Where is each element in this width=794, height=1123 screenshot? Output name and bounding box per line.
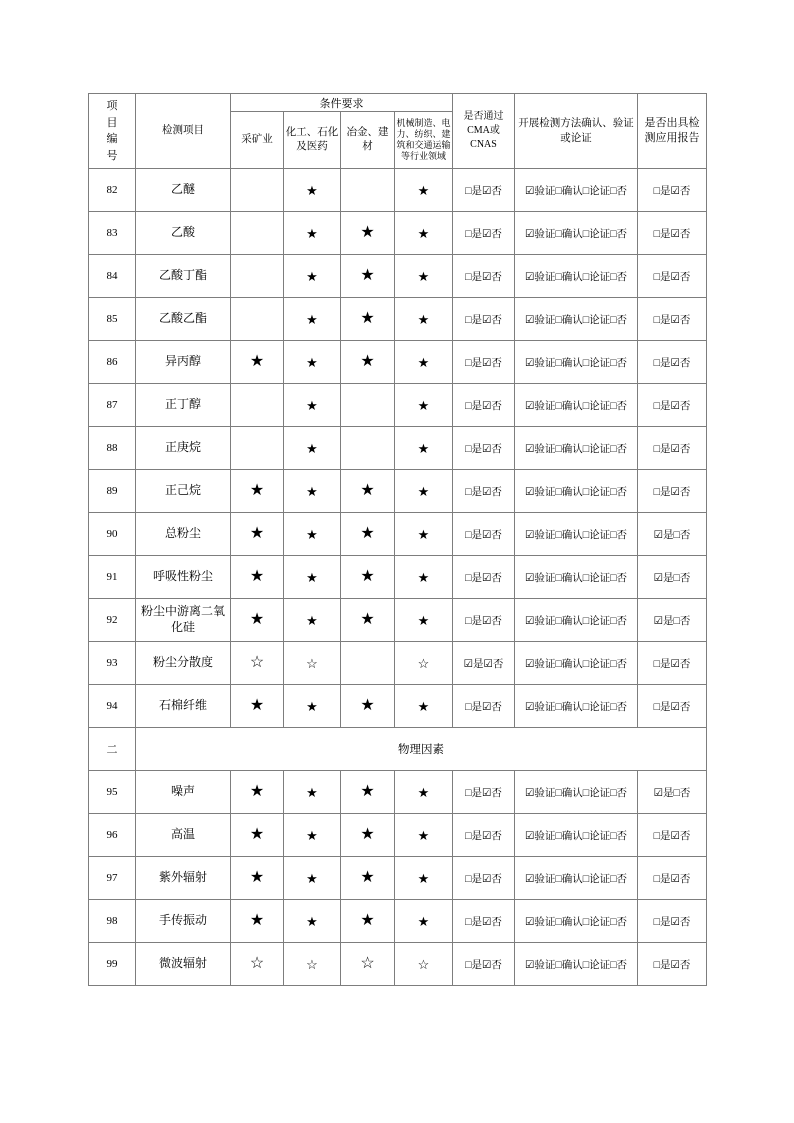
header-report [638,94,707,169]
item-name-cell: 石棉纤维 [136,685,231,728]
item-name-cell: 紫外辐射 [136,857,231,900]
report-status-cell: □是☑否 [638,384,707,427]
industry-star-cell: ☆ [284,642,341,685]
item-no-cell: 95 [89,771,136,814]
method-status-cell: ☑验证□确认□论证□否 [515,255,638,298]
industry-star-cell: ★ [284,384,341,427]
item-no-cell: 90 [89,513,136,556]
method-status-cell: ☑验证□确认□论证□否 [515,599,638,642]
report-status-cell: □是☑否 [638,212,707,255]
industry-star-cell [341,169,395,212]
cma-status-cell: □是☑否 [453,814,515,857]
report-status-cell: □是☑否 [638,814,707,857]
cma-status-cell: ☑是☑否 [453,642,515,685]
header-item: 检测项目 [136,94,231,169]
industry-star-cell: ★ [395,255,453,298]
industry-star-cell: ★ [231,900,284,943]
item-name-cell: 乙酸丁酯 [136,255,231,298]
header-cma: 是否通过CMA或CNAS [453,94,515,169]
item-no-cell: 99 [89,943,136,986]
cma-status-cell: □是☑否 [453,900,515,943]
cma-status-cell: □是☑否 [453,943,515,986]
item-name-cell: 粉尘中游离二氧化硅 [136,599,231,642]
item-no-cell: 97 [89,857,136,900]
industry-star-cell: ★ [284,212,341,255]
report-status-cell: □是☑否 [638,857,707,900]
item-name-cell: 异丙醇 [136,341,231,384]
industry-star-cell [231,169,284,212]
industry-star-cell [231,298,284,341]
cma-status-cell: □是☑否 [453,685,515,728]
cma-status-cell: □是☑否 [453,556,515,599]
industry-star-cell: ★ [395,599,453,642]
industry-star-cell: ★ [395,341,453,384]
method-status-cell: ☑验证□确认□论证□否 [515,513,638,556]
cma-status-cell: □是☑否 [453,341,515,384]
industry-star-cell: ★ [395,427,453,470]
industry-star-cell: ★ [395,814,453,857]
header-industry-machinery: 机械制造、电力、纺织、建筑和交通运输等行业领域 [395,112,453,169]
method-status-cell: ☑验证□确认□论证□否 [515,642,638,685]
industry-star-cell: ★ [395,470,453,513]
method-status-cell: ☑验证□确认□论证□否 [515,427,638,470]
cma-status-cell: □是☑否 [453,857,515,900]
report-status-cell: ☑是□否 [638,771,707,814]
item-no-cell: 87 [89,384,136,427]
report-status-cell: ☑是□否 [638,556,707,599]
industry-star-cell: ★ [341,298,395,341]
industry-star-cell: ★ [284,341,341,384]
cma-status-cell: □是☑否 [453,427,515,470]
table-row [89,685,707,728]
table-row [89,857,707,900]
industry-star-cell: ★ [341,470,395,513]
item-name-cell: 正庚烷 [136,427,231,470]
industry-star-cell: ★ [395,857,453,900]
header-method [515,94,638,169]
industry-star-cell: ★ [231,556,284,599]
industry-star-cell: ★ [341,255,395,298]
item-no-cell: 92 [89,599,136,642]
industry-star-cell: ★ [284,556,341,599]
industry-star-cell [341,642,395,685]
report-status-cell: ☑是□否 [638,599,707,642]
industry-star-cell: ★ [284,427,341,470]
table-row [89,470,707,513]
method-status-cell: ☑验证□确认□论证□否 [515,212,638,255]
industry-star-cell: ★ [231,685,284,728]
item-no-cell: 93 [89,642,136,685]
method-status-cell: ☑验证□确认□论证□否 [515,384,638,427]
industry-star-cell: ★ [341,513,395,556]
header-industry-metallurgy: 冶金、建材 [341,112,395,169]
table-row [89,341,707,384]
cma-status-cell: □是☑否 [453,384,515,427]
method-status-cell: ☑验证□确认□论证□否 [515,470,638,513]
header-method-label: 开展检测方法确认、验证或论证 [518,117,634,144]
method-status-cell: ☑验证□确认□论证□否 [515,900,638,943]
item-name-cell: 正己烷 [136,470,231,513]
industry-star-cell: ☆ [231,642,284,685]
method-status-cell: ☑验证□确认□论证□否 [515,814,638,857]
table-row [89,169,707,212]
industry-star-cell: ★ [341,341,395,384]
item-no-cell: 86 [89,341,136,384]
item-no-cell: 98 [89,900,136,943]
item-no-cell: 94 [89,685,136,728]
cma-status-cell: □是☑否 [453,212,515,255]
report-status-cell: □是☑否 [638,900,707,943]
detection-items-table [88,93,707,986]
industry-star-cell: ★ [341,900,395,943]
industry-star-cell: ★ [395,513,453,556]
method-status-cell: ☑验证□确认□论证□否 [515,341,638,384]
item-name-cell: 总粉尘 [136,513,231,556]
method-status-cell: ☑验证□确认□论证□否 [515,857,638,900]
industry-star-cell: ★ [341,814,395,857]
cma-status-cell: □是☑否 [453,513,515,556]
item-no-cell: 91 [89,556,136,599]
industry-star-cell: ★ [341,685,395,728]
header-row-group [89,94,707,112]
section-title-cell: 物理因素 [136,728,707,771]
item-name-cell: 乙酸乙酯 [136,298,231,341]
industry-star-cell: ★ [231,470,284,513]
industry-star-cell: ☆ [341,943,395,986]
cma-status-cell: □是☑否 [453,169,515,212]
industry-star-cell: ★ [284,298,341,341]
item-name-cell: 乙醚 [136,169,231,212]
industry-star-cell: ★ [341,556,395,599]
item-name-cell: 手传振动 [136,900,231,943]
item-name-cell: 呼吸性粉尘 [136,556,231,599]
industry-star-cell: ★ [395,212,453,255]
industry-star-cell [231,212,284,255]
item-name-cell: 粉尘分散度 [136,642,231,685]
report-status-cell: □是☑否 [638,470,707,513]
industry-star-cell: ★ [284,599,341,642]
industry-star-cell: ★ [284,857,341,900]
item-no-cell: 89 [89,470,136,513]
industry-star-cell [231,427,284,470]
item-name-cell: 乙酸 [136,212,231,255]
cma-status-cell: □是☑否 [453,255,515,298]
item-no-cell: 83 [89,212,136,255]
item-name-cell: 高温 [136,814,231,857]
table-body [89,169,707,986]
header-item-no-label: 项目编号 [106,100,118,162]
industry-star-cell: ☆ [284,943,341,986]
industry-star-cell: ★ [395,384,453,427]
table-header [89,94,707,169]
industry-star-cell: ★ [231,857,284,900]
method-status-cell: ☑验证□确认□论证□否 [515,169,638,212]
item-name-cell: 微波辐射 [136,943,231,986]
industry-star-cell: ★ [284,255,341,298]
header-item-no [89,94,136,169]
table-row [89,599,707,642]
report-status-cell: □是☑否 [638,298,707,341]
industry-star-cell: ★ [284,771,341,814]
table-row [89,427,707,470]
method-status-cell: ☑验证□确认□论证□否 [515,556,638,599]
header-condition-group: 条件要求 [231,94,453,112]
industry-star-cell: ★ [231,341,284,384]
industry-star-cell: ★ [284,814,341,857]
industry-star-cell: ★ [284,685,341,728]
table-row [89,384,707,427]
header-industry-mining: 采矿业 [231,112,284,169]
industry-star-cell: ★ [231,599,284,642]
item-no-cell: 84 [89,255,136,298]
table-row [89,642,707,685]
cma-status-cell: □是☑否 [453,599,515,642]
industry-star-cell: ★ [284,169,341,212]
industry-star-cell [341,384,395,427]
table-row [89,255,707,298]
cma-status-cell: □是☑否 [453,470,515,513]
report-status-cell: □是☑否 [638,341,707,384]
report-status-cell: □是☑否 [638,169,707,212]
industry-star-cell: ★ [231,513,284,556]
industry-star-cell: ★ [341,771,395,814]
table-row [89,513,707,556]
industry-star-cell: ☆ [231,943,284,986]
industry-star-cell [231,255,284,298]
industry-star-cell: ★ [395,298,453,341]
table-row [89,556,707,599]
item-no-cell: 82 [89,169,136,212]
industry-star-cell: ★ [395,169,453,212]
industry-star-cell: ★ [341,599,395,642]
section-no-cell: 二 [89,728,136,771]
item-no-cell: 85 [89,298,136,341]
industry-star-cell: ★ [231,814,284,857]
method-status-cell: ☑验证□确认□论证□否 [515,771,638,814]
industry-star-cell: ☆ [395,642,453,685]
industry-star-cell: ★ [231,771,284,814]
section-row [89,728,707,771]
industry-star-cell: ★ [395,900,453,943]
report-status-cell: □是☑否 [638,943,707,986]
table-row [89,900,707,943]
industry-star-cell: ★ [395,685,453,728]
header-industry-chemical: 化工、石化及医药 [284,112,341,169]
industry-star-cell [341,427,395,470]
item-name-cell: 噪声 [136,771,231,814]
method-status-cell: ☑验证□确认□论证□否 [515,298,638,341]
industry-star-cell: ★ [341,857,395,900]
method-status-cell: ☑验证□确认□论证□否 [515,685,638,728]
report-status-cell: ☑是□否 [638,513,707,556]
industry-star-cell: ★ [284,513,341,556]
table-row [89,212,707,255]
item-no-cell: 88 [89,427,136,470]
table-row [89,943,707,986]
industry-star-cell: ★ [284,470,341,513]
method-status-cell: ☑验证□确认□论证□否 [515,943,638,986]
industry-star-cell: ★ [395,771,453,814]
industry-star-cell [231,384,284,427]
industry-star-cell: ★ [284,900,341,943]
cma-status-cell: □是☑否 [453,298,515,341]
table-row [89,298,707,341]
report-status-cell: □是☑否 [638,427,707,470]
report-status-cell: □是☑否 [638,685,707,728]
header-report-label: 是否出具检测应用报告 [644,117,700,144]
table-row [89,771,707,814]
item-name-cell: 正丁醇 [136,384,231,427]
item-no-cell: 96 [89,814,136,857]
cma-status-cell: □是☑否 [453,771,515,814]
industry-star-cell: ★ [341,212,395,255]
table-row [89,814,707,857]
industry-star-cell: ★ [395,556,453,599]
industry-star-cell: ☆ [395,943,453,986]
report-status-cell: □是☑否 [638,255,707,298]
report-status-cell: □是☑否 [638,642,707,685]
